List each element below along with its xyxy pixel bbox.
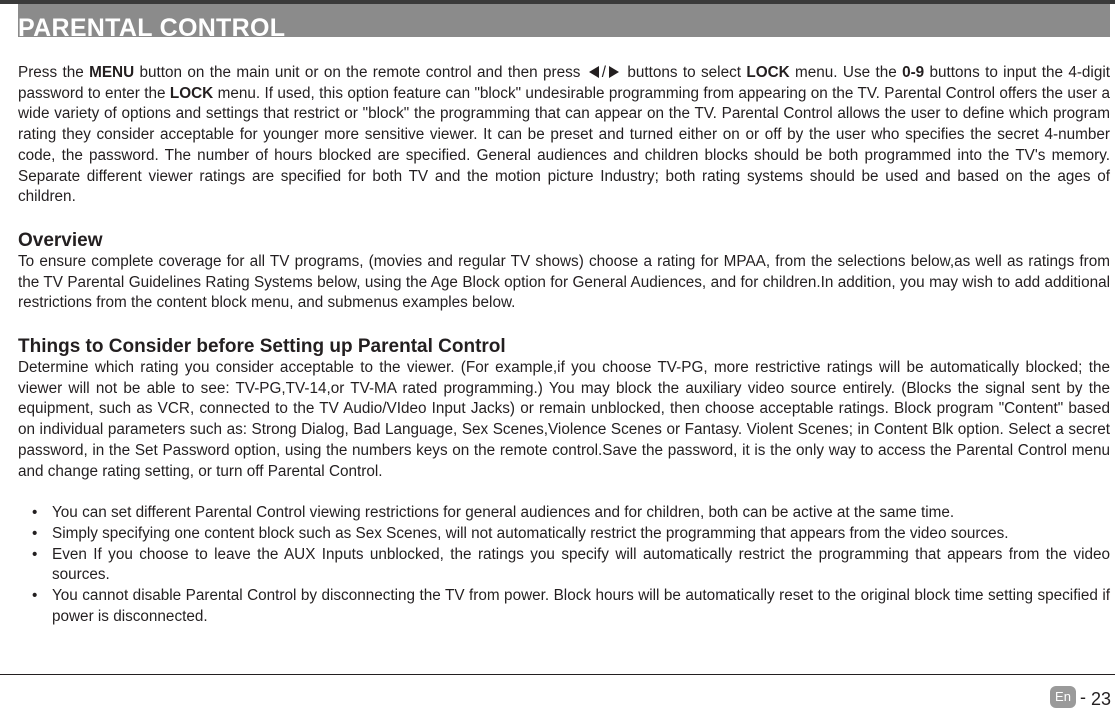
bullet-icon: • — [32, 545, 38, 563]
overview-heading: Overview — [18, 229, 103, 251]
bullet-icon: • — [32, 587, 38, 605]
list-item-text: You cannot disable Parental Control by disconnecting the TV from power. Block hours will be automatically reset to the original block time setting specified if power is disconnected. — [52, 587, 1110, 625]
list-item — [18, 586, 1110, 627]
lock-key-label: LOCK — [746, 64, 790, 81]
intro-text-3: buttons to select — [622, 64, 747, 81]
intro-text-2: button on the main unit or on the remote control and then press — [134, 64, 586, 81]
page-number-dash: - — [1080, 687, 1086, 707]
things-paragraph: Determine which rating you consider acceptable to the viewer. (For example,if you choose TV-PG, more restrictive ratings will be automatically blocked; the viewer will not be able to see: TV-PG,TV-14,or TV-MA rated programming.) You may block the auxiliary video source entirely. (Blocks the signal sent by the equipment, such as VCR, connected to the TV Audio/VIdeo Input Jacks) or remain unblocked, then choose acceptable ratings. Block program "Content" based on individual parameters such as: Strong Dialog, Bad Language, Sex Scenes,Violence Scenes or Fantasy. Violent Scenes; in Content Blk option. Select a secret password, in the Set Password option, using the numbers keys on the remote control.Save the password, it is the only way to access the Parental Control menu and change rating setting, or turn off Parental Control. — [18, 359, 1110, 480]
list-item — [18, 524, 1110, 545]
page-title: PARENTAL CONTROL — [18, 14, 286, 42]
arrow-separator: / — [601, 64, 607, 81]
list-item-text: Even If you choose to leave the AUX Inputs unblocked, the ratings you specify will automatically restrict the programming that appears from the video sources. — [52, 545, 1110, 584]
list-item — [18, 503, 1110, 524]
left-arrow-icon — [589, 66, 599, 78]
list-item-text: You can set different Parental Control viewing restrictions for general audiences and for children, both can be active at the same time. — [52, 504, 955, 522]
intro-text-5: buttons to input the 4-digit password to enter the — [18, 64, 1110, 102]
things-heading: Things to Consider before Setting up Parental Control — [18, 336, 506, 358]
bullet-icon: • — [32, 504, 38, 522]
menu-key-label: MENU — [89, 64, 135, 81]
bullet-icon: • — [32, 524, 38, 542]
intro-text-1: Press the — [18, 64, 90, 81]
lock-key-label-2: LOCK — [169, 84, 214, 102]
list-item-text: Simply specifying one content block such as Sex Scenes, will not automatically restrict the programming that appears from the video sources. — [52, 524, 1009, 542]
right-arrow-icon — [609, 66, 619, 78]
overview-paragraph: To ensure complete coverage for all TV programs, (movies and regular TV shows) choose a rating for MPAA, from the selections below,as well as ratings from the TV Parental Guidelines Rating Systems below, using the Age Block option for General Audiences, and for children.In addition, you may wish to add additional restrictions from the content block menu, and submenus examples below. — [18, 252, 1110, 312]
intro-text-4: menu. Use the — [789, 64, 903, 81]
digits-key-label: 0-9 — [902, 64, 925, 81]
tips-list — [18, 503, 1110, 627]
intro-text-6: menu. If used, this option feature can "block" undesirable programming from appearing on the TV. Parental Control offers the user a wide variety of options and settings that restrict or "block" the programming that can appear on the TV. Parental Control allows the user to define which program rating they consider acceptable for younger more sensitive viewer. It can be preset and turned either on or off by the user who specifies the secret 4-number code, the password. The number of hours blocked are specified. General audiences and children blocks should be both programmed into the TV's memory. Separate different viewer ratings are specified for both TV and the motion picture Industry; both rating systems should be used and based on the ages of children. — [18, 84, 1110, 206]
intro-paragraph — [18, 63, 1110, 208]
language-badge: En — [1050, 686, 1076, 708]
page-content — [18, 63, 1110, 627]
footer-rule — [0, 674, 1115, 675]
page-number: 23 — [1091, 689, 1112, 709]
list-item — [18, 545, 1110, 586]
